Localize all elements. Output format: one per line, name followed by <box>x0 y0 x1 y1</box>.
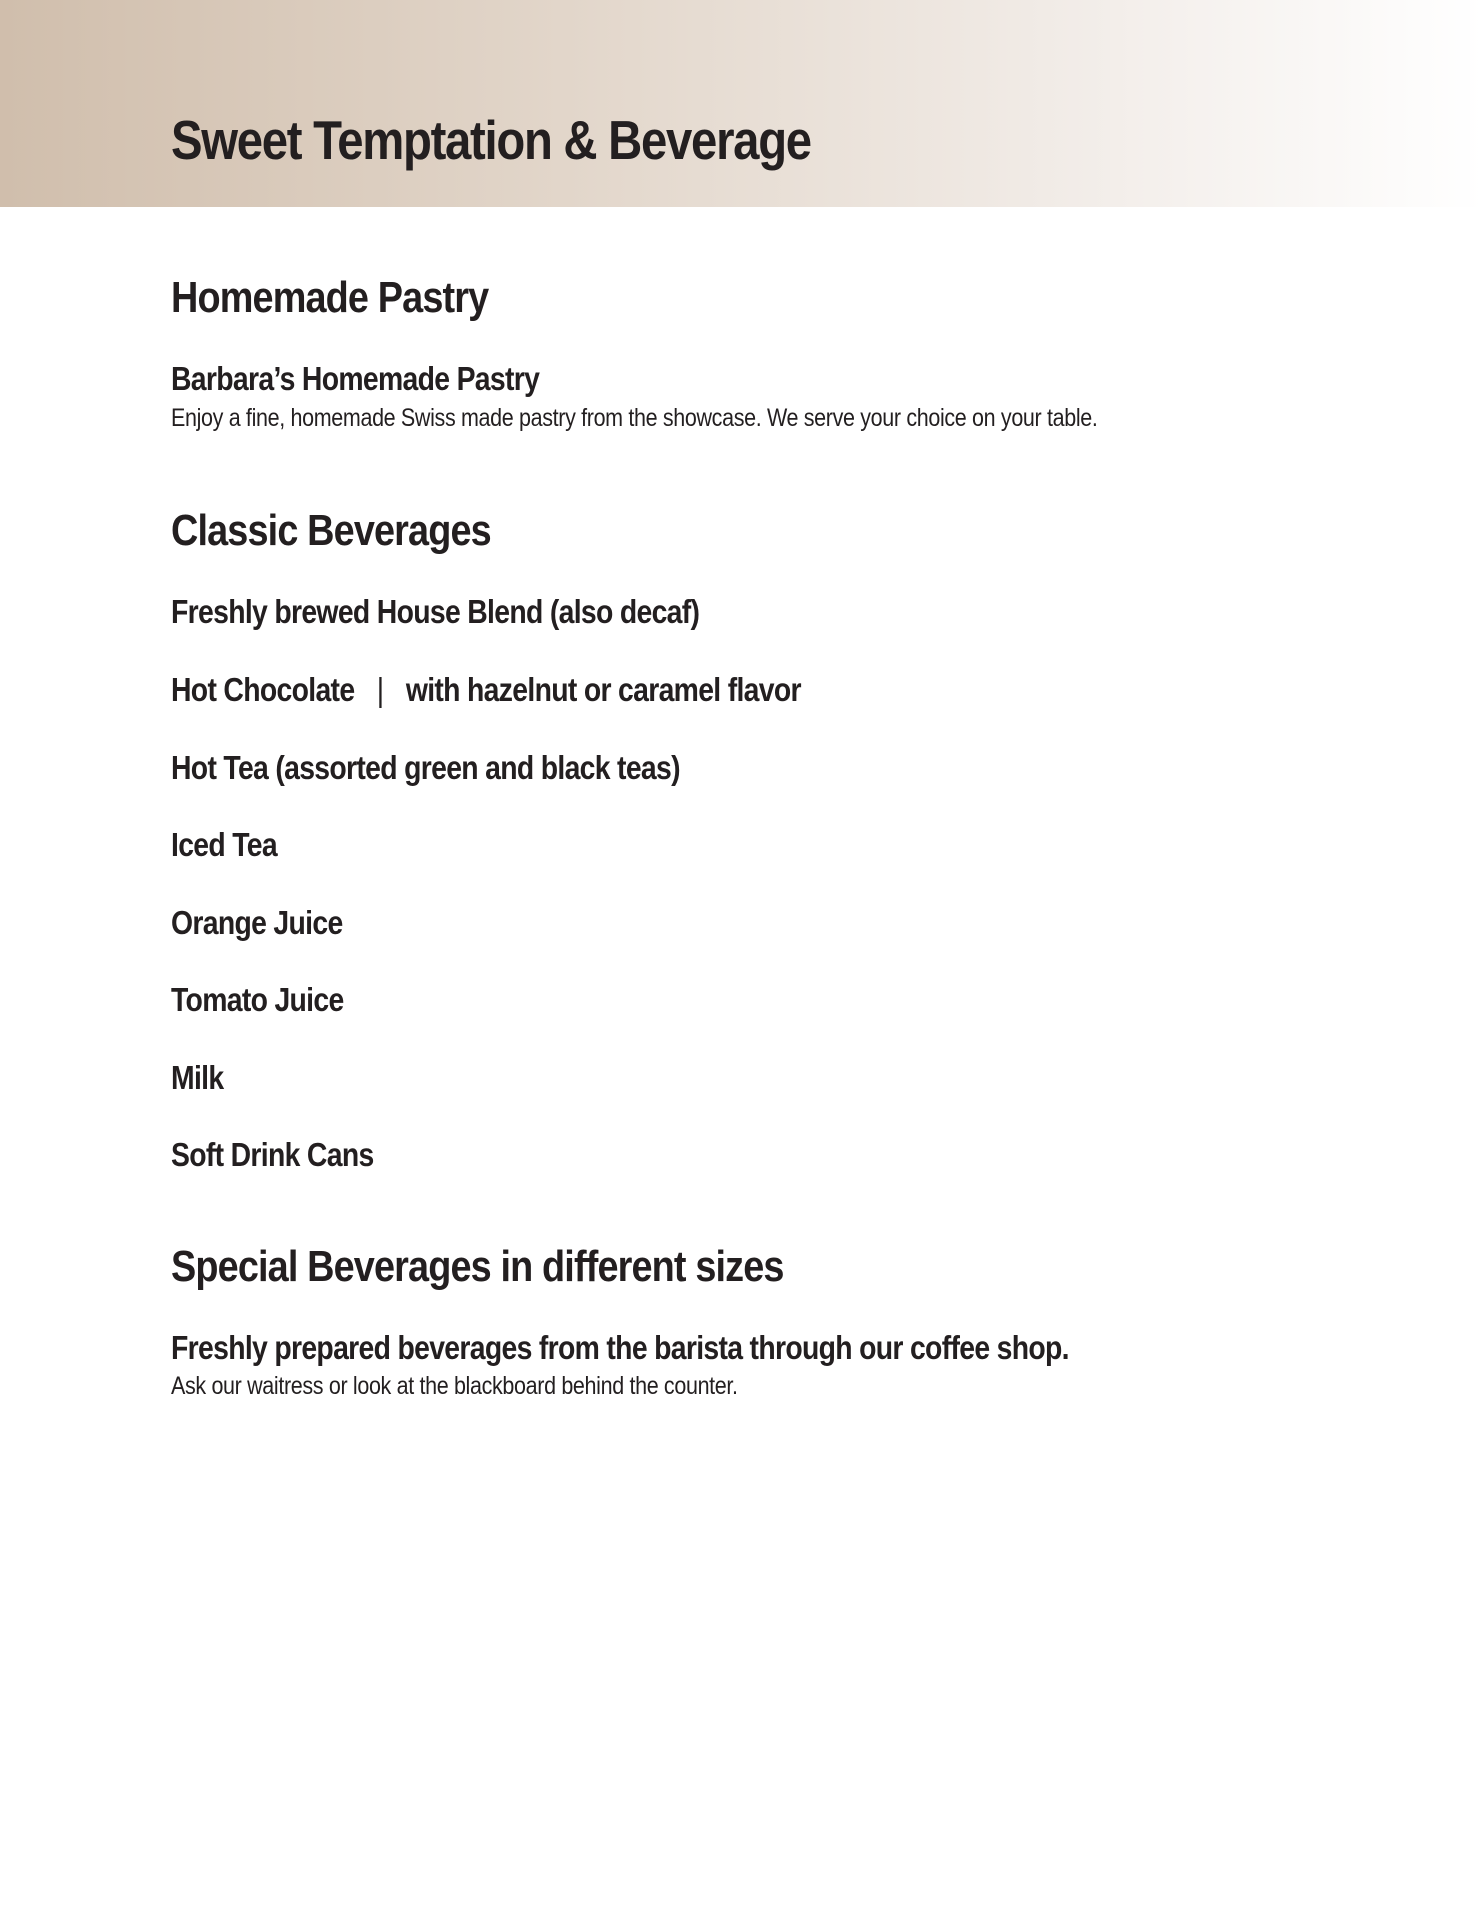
menu-item-soft-drink-cans: Soft Drink Cans <box>171 1136 374 1173</box>
menu-item-hot-tea: Hot Tea (assorted green and black teas) <box>171 749 680 786</box>
menu-item-iced-tea: Iced Tea <box>171 826 277 863</box>
menu-item-house-blend: Freshly brewed House Blend (also decaf) <box>171 593 700 630</box>
menu-item-orange-juice: Orange Juice <box>171 904 343 941</box>
separator: | <box>376 671 384 708</box>
header-band <box>0 0 1484 207</box>
menu-item-hot-chocolate <box>171 670 801 710</box>
menu-item-barbaras-pastry: Barbara’s Homemade Pastry <box>171 360 540 397</box>
menu-item-tomato-juice: Tomato Juice <box>171 981 344 1018</box>
menu-item-hot-chocolate-variant: with hazelnut or caramel flavor <box>405 671 801 708</box>
section-title-classic-beverages: Classic Beverages <box>171 506 491 555</box>
section-title-special-beverages: Special Beverages in different sizes <box>171 1242 784 1291</box>
page-title: Sweet Temptation & Beverage <box>171 109 811 171</box>
menu-item-milk: Milk <box>171 1059 224 1096</box>
section-title-homemade-pastry: Homemade Pastry <box>171 273 489 322</box>
menu-item-hot-chocolate-label: Hot Chocolate <box>171 671 355 708</box>
menu-item-description: Enjoy a fine, homemade Swiss made pastry from the showcase. We serve your choice on your table. <box>171 404 1098 432</box>
menu-item-barista-beverages: Freshly prepared beverages from the barista through our coffee shop. <box>171 1329 1069 1366</box>
menu-item-description: Ask our waitress or look at the blackboard behind the counter. <box>171 1372 738 1400</box>
